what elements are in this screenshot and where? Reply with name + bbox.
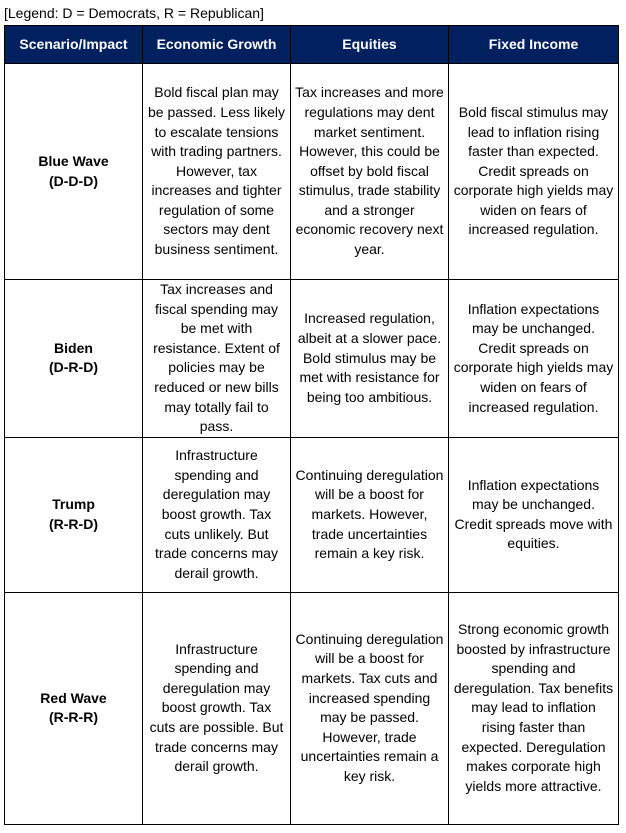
scenario-code: (D-D-D): [49, 172, 98, 189]
legend-note: [Legend: D = Democrats, R = Republican]: [4, 5, 264, 21]
economic-growth-cell: Tax increases and fiscal spending may be met with resistance. Extent of policies may be reduced or new bills may totally fail to pass.: [143, 280, 291, 438]
scenario-cell: [5, 592, 143, 824]
scenario-cell: [5, 437, 143, 592]
header-economic-growth: Economic Growth: [143, 26, 291, 64]
header-fixed-income: Fixed Income: [449, 26, 619, 64]
table-row: [5, 64, 619, 280]
table-row: [5, 437, 619, 592]
table-header-row: [5, 26, 619, 64]
scenario-name: Trump: [52, 496, 95, 513]
fixed-income-cell: Bold fiscal stimulus may lead to inflation rising faster than expected. Credit spreads on corporate high yields may widen on fears of increased regulation.: [449, 64, 619, 280]
equities-cell: Tax increases and more regulations may dent market sentiment. However, this could be offset by bold fiscal stimulus, trade stability and a stronger economic recovery next year.: [291, 64, 449, 280]
equities-cell: Continuing deregulation will be a boost for markets. Tax cuts and increased spending may be passed. However, trade uncertainties remain a key risk.: [291, 592, 449, 824]
scenario-name: Red Wave: [40, 689, 107, 706]
scenario-name: Blue Wave: [38, 152, 109, 169]
scenario-cell: [5, 280, 143, 438]
fixed-income-cell: Inflation expectations may be unchanged. Credit spreads on corporate high yields may widen on fears of increased regulation.: [449, 280, 619, 438]
fixed-income-cell: Strong economic growth boosted by infrastructure spending and deregulation. Tax benefits may lead to inflation rising faster than expected. Deregulation makes corporate high yields more attractive.: [449, 592, 619, 824]
scenario-code: (R-R-R): [49, 709, 98, 726]
scenario-code: (D-R-D): [49, 359, 98, 376]
scenario-code: (R-R-D): [49, 515, 98, 532]
fixed-income-cell: Inflation expectations may be unchanged. Credit spreads move with equities.: [449, 437, 619, 592]
scenario-impact-table: [4, 25, 619, 825]
economic-growth-cell: Infrastructure spending and deregulation may boost growth. Tax cuts unlikely. But trade concerns may derail growth.: [143, 437, 291, 592]
table-row: [5, 592, 619, 824]
header-equities: Equities: [291, 26, 449, 64]
scenario-cell: [5, 64, 143, 280]
scenario-name: Biden: [54, 339, 93, 356]
economic-growth-cell: Bold fiscal plan may be passed. Less likely to escalate tensions with trading partners. However, tax increases and tighter regulation of some sectors may dent business sentiment.: [143, 64, 291, 280]
economic-growth-cell: Infrastructure spending and deregulation may boost growth. Tax cuts are possible. But trade concerns may derail growth.: [143, 592, 291, 824]
equities-cell: Continuing deregulation will be a boost for markets. However, trade uncertainties remain a key risk.: [291, 437, 449, 592]
table-row: [5, 280, 619, 438]
header-scenario-impact: Scenario/Impact: [5, 26, 143, 64]
equities-cell: Increased regulation, albeit at a slower pace. Bold stimulus may be met with resistance for being too ambitious.: [291, 280, 449, 438]
